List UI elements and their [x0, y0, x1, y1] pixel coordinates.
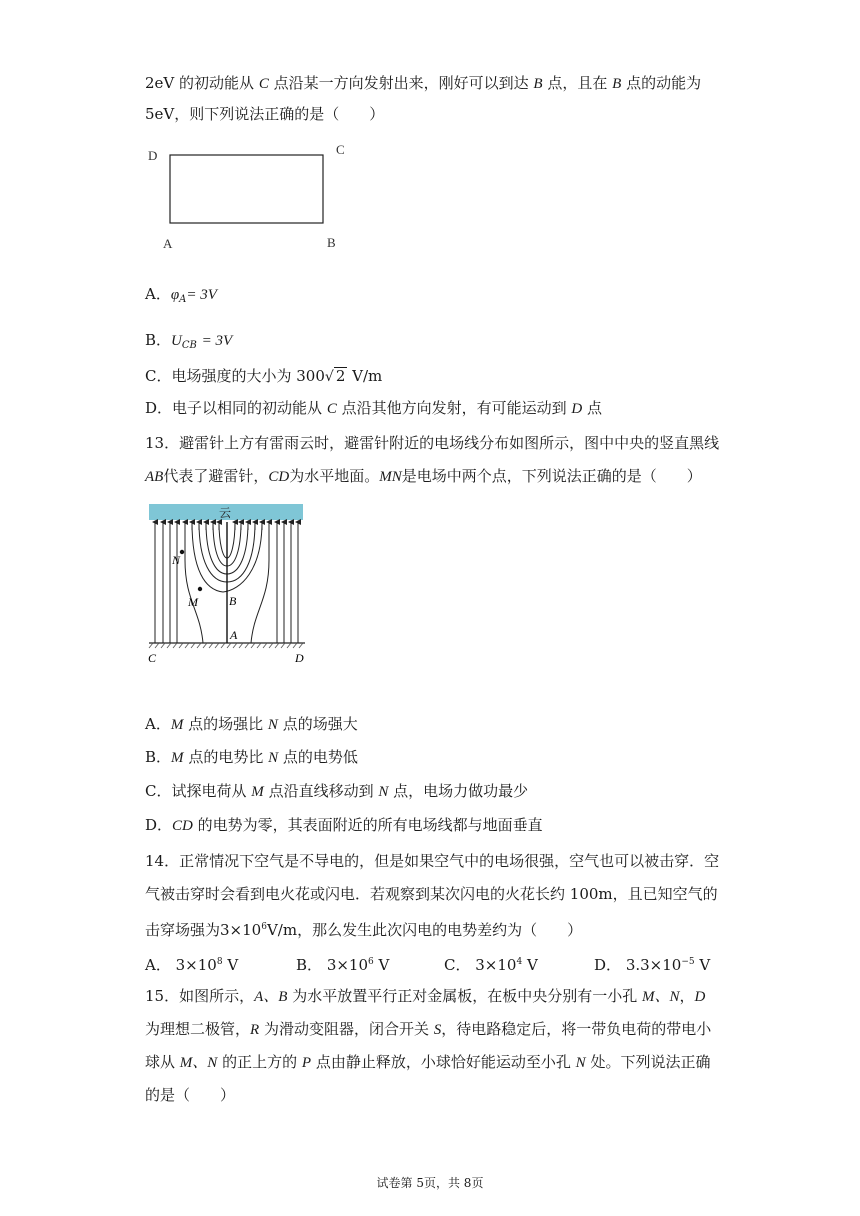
vertex-a-label: A — [163, 236, 173, 251]
q13-option-b — [145, 747, 358, 768]
point-b-label: B — [229, 594, 237, 608]
option-value: 3×10 — [475, 956, 517, 974]
ab-label: A、B — [254, 989, 288, 1005]
q13-option-c — [145, 781, 528, 802]
q15-text: 处。下列说法正确 — [590, 1053, 711, 1071]
q13-option-d — [145, 815, 543, 836]
p-label: P — [301, 1055, 312, 1071]
r-label: R — [250, 1022, 260, 1038]
option-label: B． — [145, 748, 172, 766]
option-text: 点沿直线移动到 — [268, 782, 374, 800]
sqrt-radicand: 2 — [335, 367, 346, 385]
point-b-label: B — [612, 76, 622, 92]
q12-text: 点的动能为 — [626, 74, 702, 92]
unit: V — [227, 956, 239, 974]
q12-option-a — [145, 284, 217, 310]
option-text: 点 — [587, 399, 603, 417]
q14-stem-line2: 气被击穿时会看到电火花或闪电．若观察到某次闪电的火花长约 100m，且已知空气的 — [145, 885, 718, 903]
option-text: 点的电势比 — [188, 748, 264, 766]
q12-stem-line1 — [145, 73, 701, 94]
q14-stem-line3 — [145, 917, 582, 940]
s-label: S — [433, 1022, 442, 1038]
option-text: 点的场强大 — [282, 715, 358, 733]
point-n-label: N — [172, 553, 181, 567]
q14-text: 击穿场强为 — [145, 921, 221, 939]
option-label: C． — [145, 782, 172, 800]
q15-text: ，待电路稳定后，将一带负电荷的带电小 — [441, 1020, 712, 1038]
option-text: 点沿其他方向发射，有可能运动到 — [341, 399, 567, 417]
q14-stem-line1: 14．正常情况下空气是不导电的，但是如果空气中的电场很强，空气也可以被击穿．空 — [145, 852, 720, 870]
option-label: D． — [145, 816, 173, 834]
field-value: 3×10 — [220, 921, 262, 939]
q13-text: 代表了避雷针， — [163, 467, 269, 485]
rectangle-abcd — [170, 155, 323, 223]
q12-text: 2eV 的初动能从 — [145, 74, 255, 92]
point-c-label: C — [258, 76, 269, 92]
option-label: C． — [145, 367, 172, 385]
m-label: M — [171, 750, 184, 766]
unit: V — [378, 956, 390, 974]
q15-text: 点由静止释放，小球恰好能运动至小孔 — [315, 1053, 571, 1071]
point-d-label: D — [571, 401, 583, 417]
n-label: N — [378, 784, 389, 800]
q12-option-b — [145, 330, 232, 356]
point-m — [198, 587, 202, 591]
option-value: 3×10 — [326, 956, 369, 974]
q15-text: 的正上方的 — [222, 1053, 298, 1071]
q13-text: 为水平地面。 — [289, 467, 380, 485]
point-d-label: D — [295, 651, 304, 665]
point-b-label: B — [533, 76, 543, 92]
q15-text: ， — [679, 987, 695, 1005]
q12-option-d — [145, 398, 602, 419]
q15-stem-line3 — [145, 1052, 710, 1073]
mn-label: M、N — [179, 1055, 218, 1071]
q14-option-b — [296, 952, 389, 975]
option-value: 3.3×10 — [625, 956, 682, 974]
cloud-label: 云 — [219, 506, 232, 520]
option-label: D． — [594, 956, 622, 974]
page-footer: 试卷第 5页，共 8页 — [376, 1176, 484, 1190]
point-c-label: C — [326, 401, 337, 417]
q15-text: 球从 — [145, 1053, 176, 1071]
q12-rectangle-figure — [140, 140, 360, 260]
q14-option-c — [444, 952, 538, 975]
option-value: = 3V — [186, 287, 217, 303]
vertex-c-label: C — [336, 142, 345, 157]
point-m-label: M — [188, 595, 198, 609]
unit: V/m — [352, 367, 383, 385]
vertex-d-label: D — [148, 148, 158, 163]
point-n — [180, 550, 184, 554]
option-label: C． — [444, 956, 471, 974]
q14-option-d — [594, 952, 710, 975]
unit: V — [526, 956, 538, 974]
exponent: 4 — [516, 957, 523, 967]
n-label: N — [575, 1055, 586, 1071]
q13-stem-line2 — [145, 466, 702, 487]
subscript: A — [179, 294, 187, 305]
q14-option-a — [145, 952, 238, 975]
cd-label: CD — [268, 469, 290, 485]
m-label: M — [251, 784, 264, 800]
m-label: M — [170, 717, 184, 733]
exponent: 6 — [368, 957, 374, 967]
q15-stem-line4: 的是（ ） — [145, 1086, 236, 1104]
q15-text: 为滑动变阻器，闭合开关 — [263, 1020, 429, 1038]
cd-label: CD — [172, 818, 193, 834]
sqrt-symbol: √ — [324, 369, 334, 385]
q13-option-a — [145, 714, 358, 735]
d-label: D — [694, 989, 706, 1005]
ab-label: AB — [145, 469, 164, 485]
option-label: A． — [145, 956, 171, 974]
q15-stem-line2 — [145, 1019, 711, 1040]
option-text: 点，电场力做功最少 — [393, 782, 529, 800]
q13-stem-line1: 13．避雷针上方有雷雨云时，避雷针附近的电场线分布如图所示，图中中央的竖直黑线 — [145, 434, 720, 452]
option-text: 电子以相同的初动能从 — [172, 399, 323, 417]
option-text: 试探电荷从 — [171, 782, 247, 800]
exponent: 6 — [261, 922, 267, 932]
mn-label: MN — [379, 469, 402, 485]
q12-option-c — [145, 366, 382, 387]
q14-text: ，那么发生此次闪电的电势差约为（ ） — [297, 921, 583, 939]
ground-hatching — [149, 643, 303, 648]
option-label: D． — [145, 399, 173, 417]
q12-text: 点沿某一方向发射出来，刚好可以到达 — [273, 74, 529, 92]
q15-text: 为理想二极管， — [145, 1020, 251, 1038]
option-text: 点的电势低 — [282, 748, 358, 766]
option-label: B． — [145, 331, 172, 349]
q15-stem-line1 — [145, 986, 705, 1007]
phi-symbol: φ — [170, 287, 180, 303]
n-label: N — [267, 717, 278, 733]
u-symbol: U — [171, 333, 182, 349]
q12-text: 点，且在 — [547, 74, 608, 92]
option-text: 电场强度的大小为 300 — [171, 367, 325, 385]
point-c-label: C — [148, 651, 157, 665]
exponent: 8 — [216, 957, 223, 967]
unit: V — [699, 956, 711, 974]
q15-text: 15．如图所示， — [145, 987, 255, 1005]
unit: V/m — [266, 921, 298, 939]
vertex-b-label: B — [327, 235, 336, 250]
option-label: B． — [296, 956, 323, 974]
option-value: 3×10 — [175, 956, 217, 974]
q12-stem-line2: 5eV，则下列说法正确的是（ ） — [145, 105, 385, 123]
option-text: 点的场强比 — [188, 715, 264, 733]
q15-text: 为水平放置平行正对金属板，在板中央分别有一小孔 — [292, 987, 638, 1005]
mn-label: M、N — [642, 989, 680, 1005]
option-value: = 3V — [201, 333, 233, 349]
exponent: −5 — [681, 957, 695, 967]
q13-field-lines-figure — [145, 500, 315, 670]
q13-text: 是电场中两个点，下列说法正确的是（ ） — [401, 467, 702, 485]
option-label: A． — [145, 715, 171, 733]
n-label: N — [268, 750, 279, 766]
option-label: A． — [145, 285, 171, 303]
subscript: CB — [181, 340, 197, 351]
option-text: 的电势为零，其表面附近的所有电场线都与地面垂直 — [197, 816, 543, 834]
point-a-label: A — [230, 628, 238, 642]
